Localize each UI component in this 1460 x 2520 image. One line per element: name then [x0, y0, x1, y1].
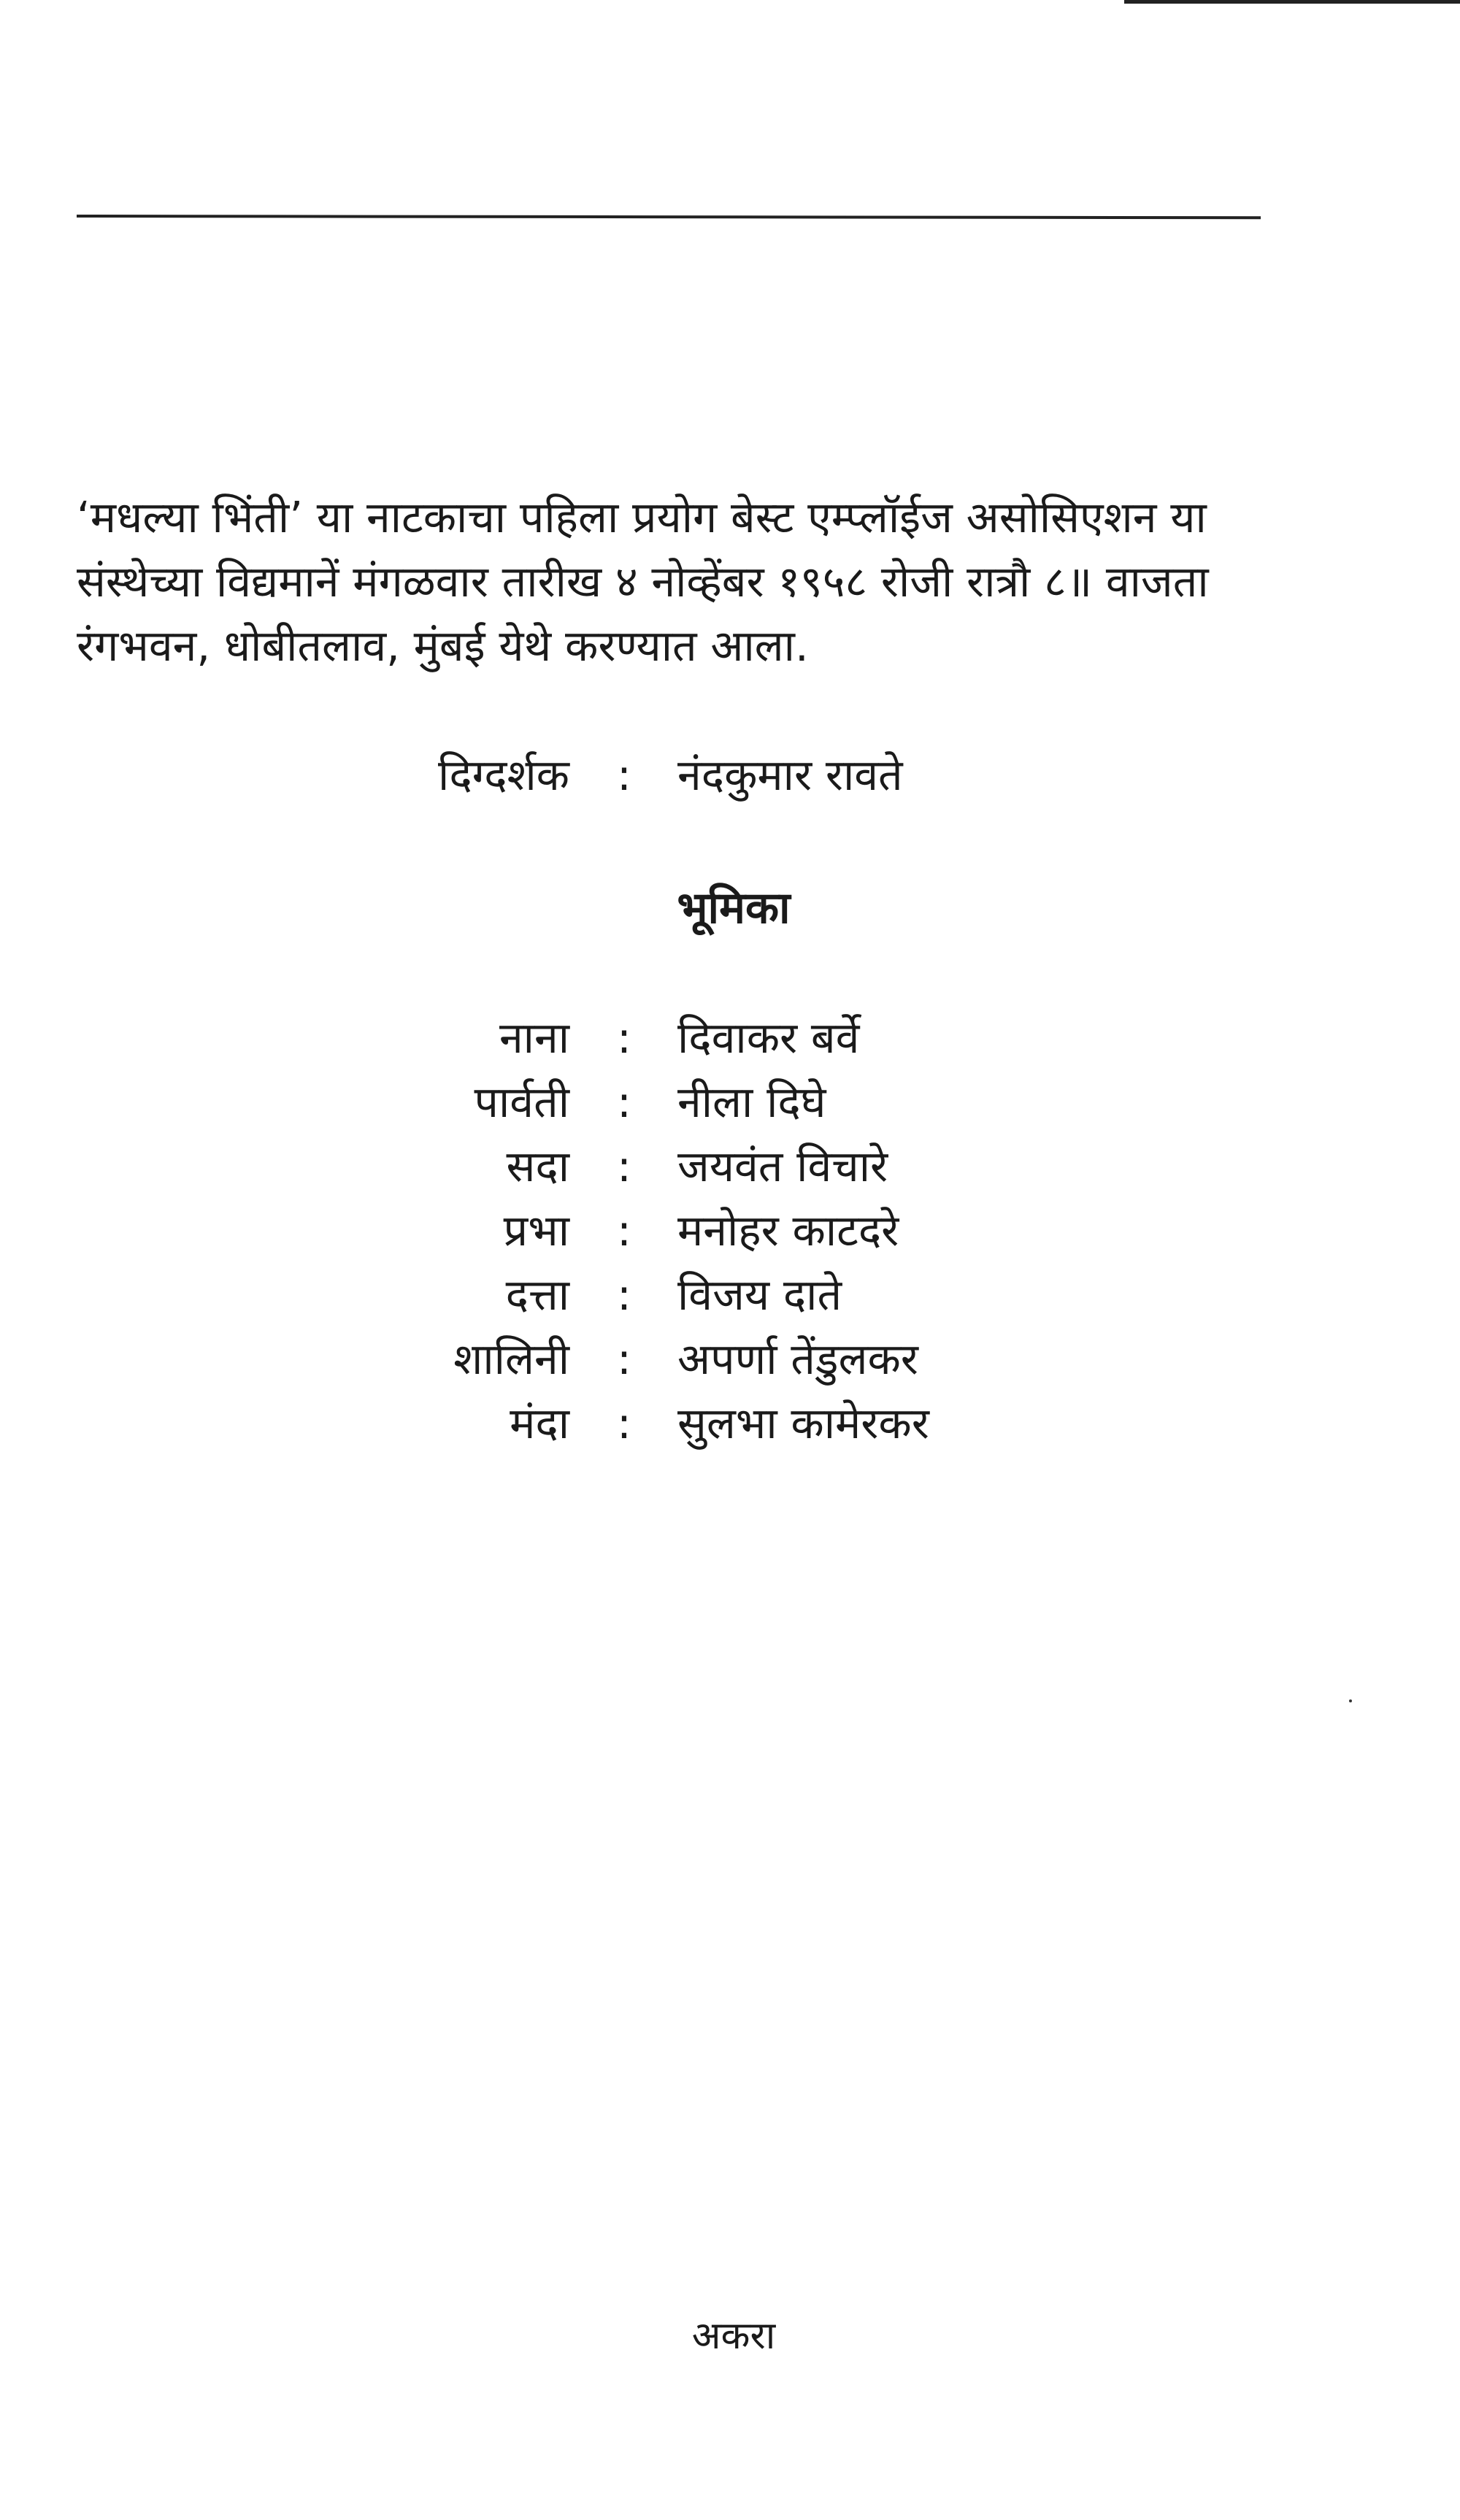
cast-row	[0, 1006, 1460, 1070]
cast-actor: जयवंत विचारे	[677, 1141, 888, 1191]
cast-row	[0, 1070, 1460, 1134]
cast-role: प्रभा	[503, 1205, 569, 1256]
cast-separator: :	[617, 1205, 631, 1256]
cast-role: मंदा	[510, 1398, 569, 1448]
cast-separator: :	[617, 1398, 631, 1448]
cast-actor: विजय दाते	[677, 1269, 842, 1320]
intro-paragraph	[77, 485, 1281, 678]
page-edge-shadow	[1124, 0, 1460, 4]
cast-row	[0, 1391, 1460, 1456]
cast-separator: :	[617, 1077, 631, 1127]
intro-line: रंगभवन, धोबीतलाव, मुंबई येथे करण्यात आला.	[77, 621, 809, 671]
cast-actor: सुलभा कामेरकर	[677, 1398, 929, 1448]
top-rule	[77, 215, 1261, 219]
cast-heading: भूमिका	[677, 883, 791, 934]
director-name: नंदकुमार रावते	[677, 750, 903, 800]
cast-role: नाना	[499, 1013, 569, 1063]
cast-separator: :	[617, 1334, 631, 1384]
cast-separator: :	[617, 1269, 631, 1320]
cast-row	[0, 1327, 1460, 1391]
intro-line: ‘मधल्या भिंती’ या नाटकाचा पहिला प्रयोग बेस्ट एम्प्लॉईज असोसिएशन या	[77, 492, 1207, 542]
cast-role: शालिनी	[453, 1334, 569, 1384]
page-number: अकरा	[691, 2314, 776, 2358]
intro-line: संस्थेच्या विद्यमानें मंगळवार तारीख ४ नोव्हेंबर १९५८ रोजी रात्रौ ८॥ वाजता	[77, 556, 1209, 607]
director-label: दिग्दर्शक	[438, 750, 569, 800]
director-credit	[0, 743, 1460, 807]
cast-row	[0, 1263, 1460, 1327]
paper-speck	[1349, 1699, 1352, 1702]
cast-role: सदा	[506, 1141, 569, 1191]
cast-row	[0, 1199, 1460, 1263]
cast-role: पार्वती	[474, 1077, 569, 1127]
director-separator: :	[617, 750, 631, 800]
cast-actor: नीला दिघे	[677, 1077, 826, 1127]
cast-actor: दिवाकर बर्वे	[677, 1013, 860, 1063]
cast-actor: अपर्णा तेंडुलकर	[677, 1334, 918, 1384]
cast-role: दत्ता	[505, 1269, 569, 1320]
cast-separator: :	[617, 1013, 631, 1063]
cast-actor: मनोहर काटदरे	[677, 1205, 899, 1256]
cast-row	[0, 1134, 1460, 1199]
cast-separator: :	[617, 1141, 631, 1191]
